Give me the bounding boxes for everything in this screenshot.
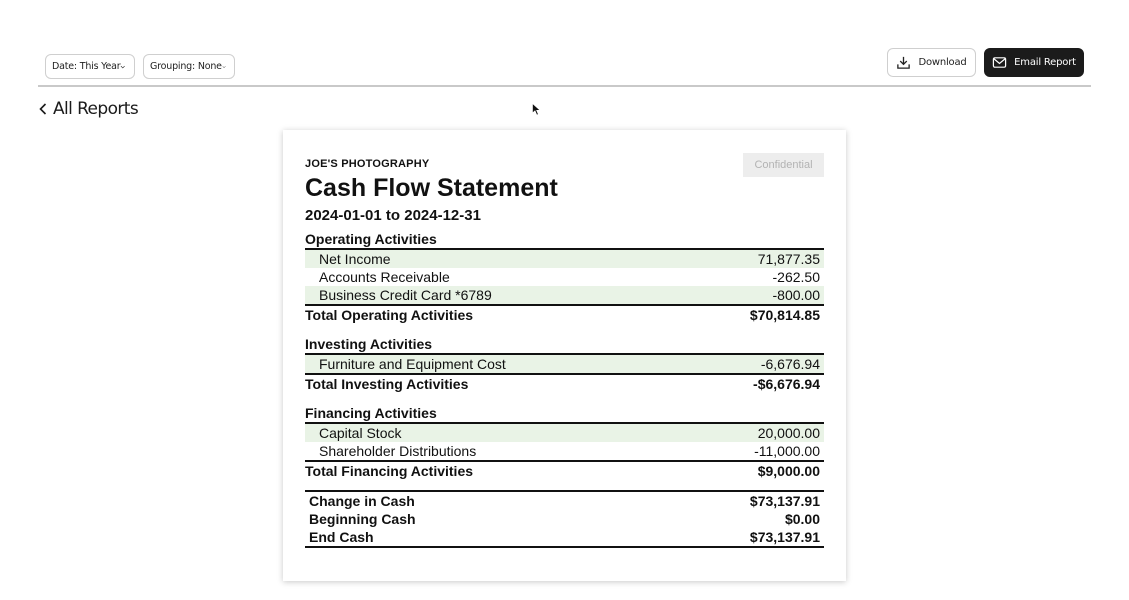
- report-title: Cash Flow Statement: [305, 174, 558, 202]
- table-row: [305, 424, 824, 442]
- total-label: Total Operating Activities: [305, 307, 474, 323]
- row-label: Accounts Receivable: [319, 269, 450, 285]
- table-row: [305, 442, 824, 460]
- row-value: 20,000.00: [757, 425, 820, 441]
- row-value: -6,676.94: [760, 356, 820, 372]
- company-name: JOE'S PHOTOGRAPHY: [305, 158, 430, 170]
- download-label: Download: [918, 57, 967, 68]
- mail-icon: [992, 55, 1007, 70]
- summary-label: Change in Cash: [309, 493, 415, 509]
- section-heading-operating: Operating Activities: [305, 231, 437, 247]
- summary-label: End Cash: [309, 529, 374, 545]
- row-label: Shareholder Distributions: [319, 443, 477, 459]
- report-document: [283, 130, 846, 581]
- all-reports-link[interactable]: [38, 97, 138, 121]
- mouse-pointer-icon: [532, 103, 541, 116]
- total-label: Total Investing Activities: [305, 376, 469, 392]
- chevron-left-icon: [38, 102, 48, 116]
- chevron-down-icon: [120, 61, 126, 73]
- toolbar-divider: [38, 85, 1091, 87]
- summary-bottom-rule: [305, 546, 824, 548]
- section-heading-financing: Financing Activities: [305, 405, 437, 421]
- row-label: Capital Stock: [319, 425, 402, 441]
- row-value: -11,000.00: [754, 443, 820, 459]
- row-value: -800.00: [772, 287, 820, 303]
- row-value: -262.50: [772, 269, 820, 285]
- row-value: 71,877.35: [757, 251, 820, 267]
- summary-row-end: [305, 528, 824, 546]
- date-filter-label: Date: This Year: [52, 61, 121, 72]
- row-label: Net Income: [319, 251, 391, 267]
- table-row: [305, 286, 824, 304]
- total-row-investing: [305, 375, 824, 393]
- email-report-label: Email Report: [1014, 57, 1076, 68]
- download-icon: [896, 55, 911, 70]
- total-row-financing: [305, 462, 824, 480]
- total-value: -$6,676.94: [753, 376, 820, 392]
- table-row: [305, 355, 824, 373]
- summary-value: $0.00: [784, 511, 820, 527]
- total-value: $9,000.00: [757, 463, 820, 479]
- chevron-down-icon: [222, 61, 226, 73]
- summary-value: $73,137.91: [749, 529, 820, 545]
- report-toolbar: [0, 0, 1129, 87]
- section-heading-investing: Investing Activities: [305, 336, 433, 352]
- summary-label: Beginning Cash: [309, 511, 416, 527]
- email-report-button[interactable]: [984, 48, 1084, 77]
- download-button[interactable]: [887, 48, 976, 77]
- row-label: Business Credit Card *6789: [319, 287, 492, 303]
- report-date-range: 2024-01-01 to 2024-12-31: [305, 207, 481, 224]
- all-reports-label: All Reports: [53, 99, 139, 119]
- summary-value: $73,137.91: [749, 493, 820, 509]
- date-filter-dropdown[interactable]: [45, 54, 135, 79]
- total-label: Total Financing Activities: [305, 463, 474, 479]
- row-label: Furniture and Equipment Cost: [319, 356, 506, 372]
- confidential-badge: Confidential: [743, 153, 824, 177]
- grouping-filter-dropdown[interactable]: [143, 54, 235, 79]
- table-row: [305, 250, 824, 268]
- summary-row-beginning: [305, 510, 824, 528]
- table-row: [305, 268, 824, 286]
- total-value: $70,814.85: [749, 307, 820, 323]
- total-row-operating: [305, 306, 824, 324]
- summary-row-change: [305, 492, 824, 510]
- grouping-filter-label: Grouping: None: [150, 61, 222, 72]
